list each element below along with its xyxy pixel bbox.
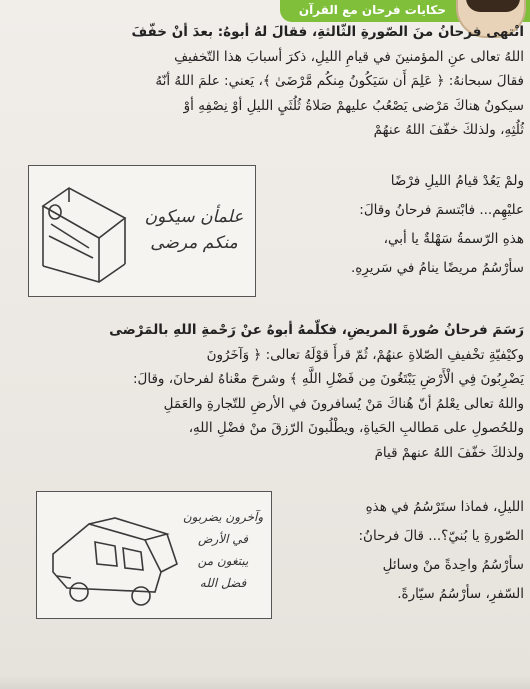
header-title: حكايات فرحان مع القرآن bbox=[298, 3, 446, 17]
section1-paragraph bbox=[18, 20, 524, 143]
text-line: سأرْسُمُ مريضًا ينامُ في سَريرِهِ. bbox=[350, 260, 524, 276]
text-line: اللهُ تعالى عنِ المؤمنينَ في قيامِ الليلِ، ذكرَ أسبابَ هذا التّخفيفِ bbox=[174, 48, 524, 65]
section2-paragraph bbox=[18, 318, 524, 465]
text-line-content: رَسَمَ فرحانُ صُورةَ المريضِ، فكلّمهُ أبوهُ عنْ رَحْمةِ اللهِ بالمَرْضى bbox=[109, 322, 524, 338]
figure1-caption bbox=[139, 204, 249, 256]
text-line-content: انْتهى فرحانُ منَ الصّورةِ الثّالثةِ، فقالَ لهُ أبوهُ: بعدَ أنْ خفّفَ bbox=[131, 24, 524, 40]
text-line: ثُلُثِهِ، ولذلكَ خفّفَ اللهُ عنهُمْ bbox=[373, 122, 524, 138]
text-line: واللهُ تعالى يعْلمُ أنّ هُناكَ مَنْ يُسافرونَ في الأرضِ للتّجارةِ والعَمَلِ bbox=[163, 395, 524, 412]
text-line: سيكونُ هناكَ مَرْضى يَصْعُبُ عليهمْ صَلاةُ ثُلُثَيِ الليلِ أوْ نِصْفِهِ أوْ bbox=[183, 97, 524, 114]
section1-side-text bbox=[262, 167, 524, 283]
text-line: فقالَ سبحانهُ: ﴿ عَلِمَ أَن سَيَكُونُ مِنكُم مَّرْضَىٰ ﴾، يَعني: علمَ اللهُ أنّهُ bbox=[155, 73, 524, 89]
figure-frame-car bbox=[36, 491, 272, 619]
text-line: هذهِ الرّسمةُ سَهْلةٌ يا أبي، bbox=[383, 231, 524, 247]
text-line: يَضْرِبُونَ فِي الْأَرْضِ يَبْتَغُونَ مِن فَضْلِ اللَّهِ ﴾ وشرحَ معْناهُ لفرحانَ، وقالَ: bbox=[133, 371, 524, 387]
caption-line: يبتغون من bbox=[197, 554, 249, 568]
caption-line: في الأرض bbox=[197, 532, 249, 546]
caption-line: منكم مرضى bbox=[150, 233, 238, 253]
caption-line: فضل الله bbox=[199, 576, 247, 590]
mascot-hair bbox=[466, 0, 520, 12]
text-line: وللحُصولِ على مَطالبِ الحَياةِ، ويطْلُبونَ الرّزقَ منْ فضْلِ اللهِ، bbox=[188, 420, 524, 436]
text-line: سأرْسُمُ واحِدةً منْ وسائلِ bbox=[382, 557, 524, 573]
text-line bbox=[18, 318, 524, 343]
caption-line: علمأن سيكون bbox=[144, 207, 244, 227]
page-bottom-shadow bbox=[0, 675, 530, 689]
text-line: الصّورةِ يا بُنيّ؟... قالَ فرحانُ: bbox=[358, 528, 524, 544]
caption-line: وآخرون يضربون bbox=[182, 510, 264, 524]
text-line: ولمْ يَعُدْ قيامُ الليلِ فرْضًا bbox=[390, 173, 524, 189]
text-line: السّفرِ، سأرْسُمُ سيّارةً. bbox=[397, 586, 524, 602]
text-line bbox=[18, 20, 524, 45]
figure2-caption bbox=[179, 506, 267, 594]
figure-frame-bed bbox=[28, 165, 256, 297]
text-line: الليلِ، فماذا ستَرْسُمُ في هذهِ bbox=[365, 499, 524, 515]
text-line: ولذلكَ خفّفَ اللهُ عنهمْ قيامَ bbox=[374, 444, 524, 461]
section2-side-text bbox=[280, 493, 524, 609]
text-line: عليْهِم... فابْتسمَ فرحانُ وقالَ: bbox=[359, 202, 524, 218]
text-line: وكيْفيّةِ تخْفيفِ الصّلاةِ عنهُمْ، ثُمّ قرأَ قوْلَهُ تعالى: ﴿ وَآخَرُونَ bbox=[206, 346, 524, 363]
